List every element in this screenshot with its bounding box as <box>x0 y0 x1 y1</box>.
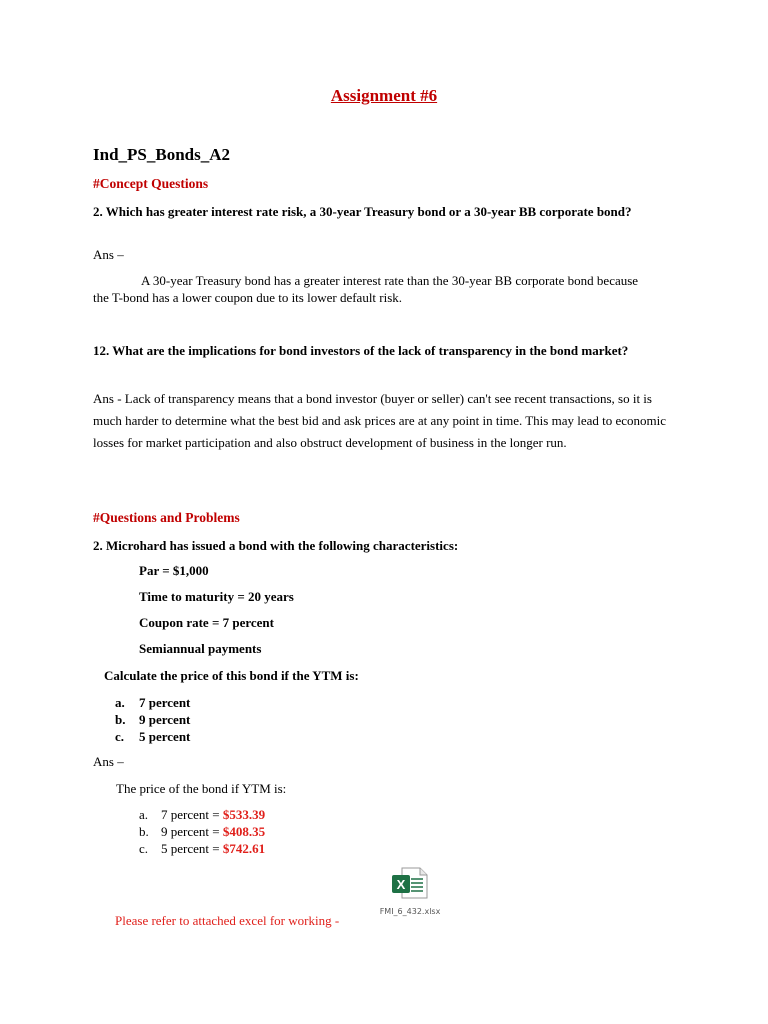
list-item <box>115 694 190 711</box>
list-item-text: 9 percent = <box>161 824 220 839</box>
list-item-text: 7 percent = <box>161 807 220 822</box>
list-item-text: 5 percent <box>139 729 191 744</box>
list-marker: c. <box>115 729 125 744</box>
result-intro: The price of the bond if YTM is: <box>116 781 287 796</box>
characteristic-coupon: Coupon rate = 7 percent <box>139 615 274 630</box>
results-list <box>139 806 265 857</box>
list-item-text: 7 percent <box>139 695 191 710</box>
concept-question-2: 2. Which has greater interest rate risk, a 30-year Treasury bond or a 30-year BB corporate bond? <box>93 204 632 219</box>
price-value: $408.35 <box>222 824 266 839</box>
list-marker: b. <box>115 712 126 727</box>
list-marker: a. <box>139 807 149 822</box>
list-item <box>139 840 265 857</box>
list-item <box>115 711 190 728</box>
list-marker: c. <box>139 841 149 856</box>
price-value: $742.61 <box>222 841 266 856</box>
document-heading: Ind_PS_Bonds_A2 <box>93 145 231 164</box>
attachment-filename[interactable]: FMI_6_432.xlsx <box>379 907 441 916</box>
excel-icon-letter: X <box>396 877 406 892</box>
calc-prompt: Calculate the price of this bond if the YTM is: <box>104 668 359 683</box>
list-item <box>115 728 190 745</box>
ytm-options-list <box>115 694 190 745</box>
concept-questions-heading: #Concept Questions <box>93 176 209 191</box>
concept-q2-answer: A 30-year Treasury bond has a greater interest rate than the 30-year BB corporate bond because the T-bond has a lower coupon due to its lower default risk. <box>93 273 639 305</box>
characteristic-maturity: Time to maturity = 20 years <box>139 589 294 604</box>
price-value: $533.39 <box>222 807 266 822</box>
list-marker: b. <box>139 824 149 839</box>
footer-note: Please refer to attached excel for working - <box>115 913 340 928</box>
concept-question-12: 12. What are the implications for bond investors of the lack of transparency in the bond market? <box>93 343 629 358</box>
list-item-text: 5 percent = <box>161 841 220 856</box>
list-item-text: 9 percent <box>139 712 191 727</box>
concept-q2-ans-label: Ans – <box>93 247 124 262</box>
list-item <box>139 806 265 823</box>
list-marker: a. <box>115 695 125 710</box>
problem-question-2: 2. Microhard has issued a bond with the following characteristics: <box>93 538 459 553</box>
characteristic-payments: Semiannual payments <box>139 641 262 656</box>
characteristic-par: Par = $1,000 <box>139 563 209 578</box>
attached-excel-file[interactable] <box>375 866 445 916</box>
questions-problems-heading: #Questions and Problems <box>93 510 240 525</box>
concept-q12-answer: Ans - Lack of transparency means that a bond investor (buyer or seller) can't see recent transactions, so it is much harder to determine what the best bid and ask prices are at any point in time. This may lead to economic losses for market participation and also obstruct development of business in the longer run. <box>93 391 667 450</box>
list-item <box>139 823 265 840</box>
document-title: Assignment #6 <box>330 86 438 105</box>
excel-file-icon[interactable] <box>390 866 430 900</box>
problem-ans-label: Ans – <box>93 754 124 769</box>
